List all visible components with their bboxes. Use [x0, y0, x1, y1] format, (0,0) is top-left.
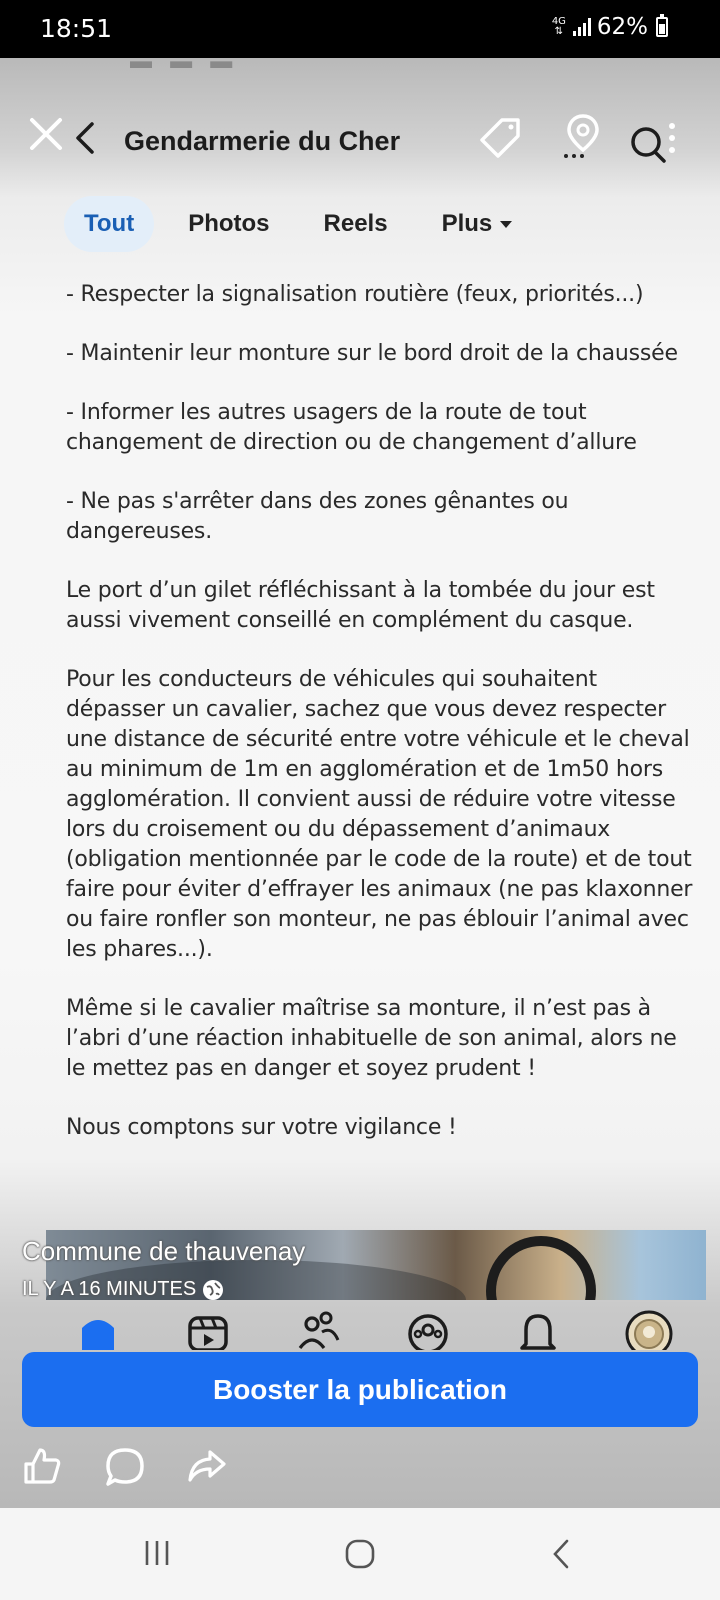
signal-icon	[573, 18, 591, 36]
battery-icon	[656, 17, 668, 37]
status-time: 18:51	[40, 14, 113, 43]
tab-reels[interactable]: Reels	[323, 210, 388, 237]
post-paragraph: - Respecter la signalisation routière (feux, priorités...)	[66, 282, 644, 307]
status-indicators	[551, 14, 668, 40]
network-type-label: 4G	[551, 16, 566, 27]
post-timestamp	[22, 1278, 224, 1301]
bottom-navigation	[0, 1310, 720, 1350]
recent-apps-icon[interactable]	[142, 1538, 172, 1568]
home-button-icon[interactable]	[344, 1538, 376, 1570]
status-bar	[0, 0, 720, 58]
network-type-icon: 4G ⇅	[551, 16, 566, 37]
caret-down-icon	[500, 221, 512, 228]
friends-icon[interactable]	[296, 1310, 340, 1350]
search-icon[interactable]	[630, 122, 678, 164]
comment-icon[interactable]	[104, 1446, 146, 1488]
home-icon[interactable]	[76, 1310, 120, 1350]
post-actions	[0, 1446, 720, 1496]
system-navigation-bar	[0, 1508, 720, 1600]
post-paragraph: Même si le cavalier maîtrise sa monture, il n’est pas à l’abri d’une réaction inhabituelle de son animal, alors ne le mettez pas en danger et soyez prudent !	[66, 996, 677, 1081]
close-icon[interactable]	[28, 116, 64, 152]
page-header	[0, 110, 720, 180]
profile-avatar-icon[interactable]	[624, 1310, 674, 1350]
post-paragraph: - Maintenir leur monture sur le bord droit de la chaussée	[66, 341, 678, 366]
post-paragraph: - Ne pas s'arrêter dans des zones gênantes ou dangereuses.	[66, 489, 569, 544]
battery-percent: 62%	[596, 14, 648, 40]
post-paragraph: Nous comptons sur votre vigilance !	[66, 1115, 457, 1140]
tag-icon[interactable]	[476, 114, 524, 158]
post-paragraph: Le port d’un gilet réfléchissant à la tombée du jour est aussi vivement conseillé en complément du casque.	[66, 578, 655, 633]
like-icon[interactable]	[22, 1446, 62, 1486]
video-icon[interactable]	[186, 1310, 230, 1350]
tab-tout[interactable]: Tout	[64, 196, 154, 252]
tab-plus-label: Plus	[441, 210, 493, 237]
tab-photos[interactable]: Photos	[188, 210, 270, 237]
post-timestamp-label: IL Y A 16 MINUTES	[22, 1278, 197, 1300]
share-icon[interactable]	[186, 1446, 228, 1486]
shared-by-author[interactable]: Commune de thauvenay	[22, 1236, 306, 1266]
back-button-icon[interactable]	[550, 1538, 572, 1570]
profile-tabs	[64, 196, 532, 252]
globe-icon	[202, 1279, 224, 1301]
notifications-bell-icon[interactable]	[516, 1310, 560, 1350]
image-detail	[486, 1236, 596, 1300]
post-paragraph: Pour les conducteurs de véhicules qui souhaitent dépasser un cavalier, sachez que vous devez respecter une distance de sécurité entre votre véhicule et le cheval au minimum de 1m en agglomération et de 1m50 hors agglomération. Il convient aussi de réduire votre vitesse lors du croisement ou du dépassement d’animaux (obligation mentionnée par le code de la route) et de tout faire pour éviter d’effrayer les animaux (ne pas klaxonner ou faire ronfler son monteur, ne pas éblouir l’animal avec les phares...).	[66, 667, 693, 962]
tab-plus[interactable]	[422, 196, 533, 252]
back-arrow-icon[interactable]	[72, 120, 98, 156]
ghost-status-bar: ▬ ▬ ▬	[130, 48, 239, 73]
location-pin-icon[interactable]	[560, 112, 606, 160]
post-text	[66, 280, 696, 1172]
post-paragraph: - Informer les autres usagers de la route de tout changement de direction ou de changement d’allure	[66, 400, 637, 455]
page-title: Gendarmerie du Cher	[124, 126, 401, 156]
groups-icon[interactable]	[406, 1310, 450, 1350]
boost-post-button[interactable]: Booster la publication	[22, 1352, 698, 1427]
